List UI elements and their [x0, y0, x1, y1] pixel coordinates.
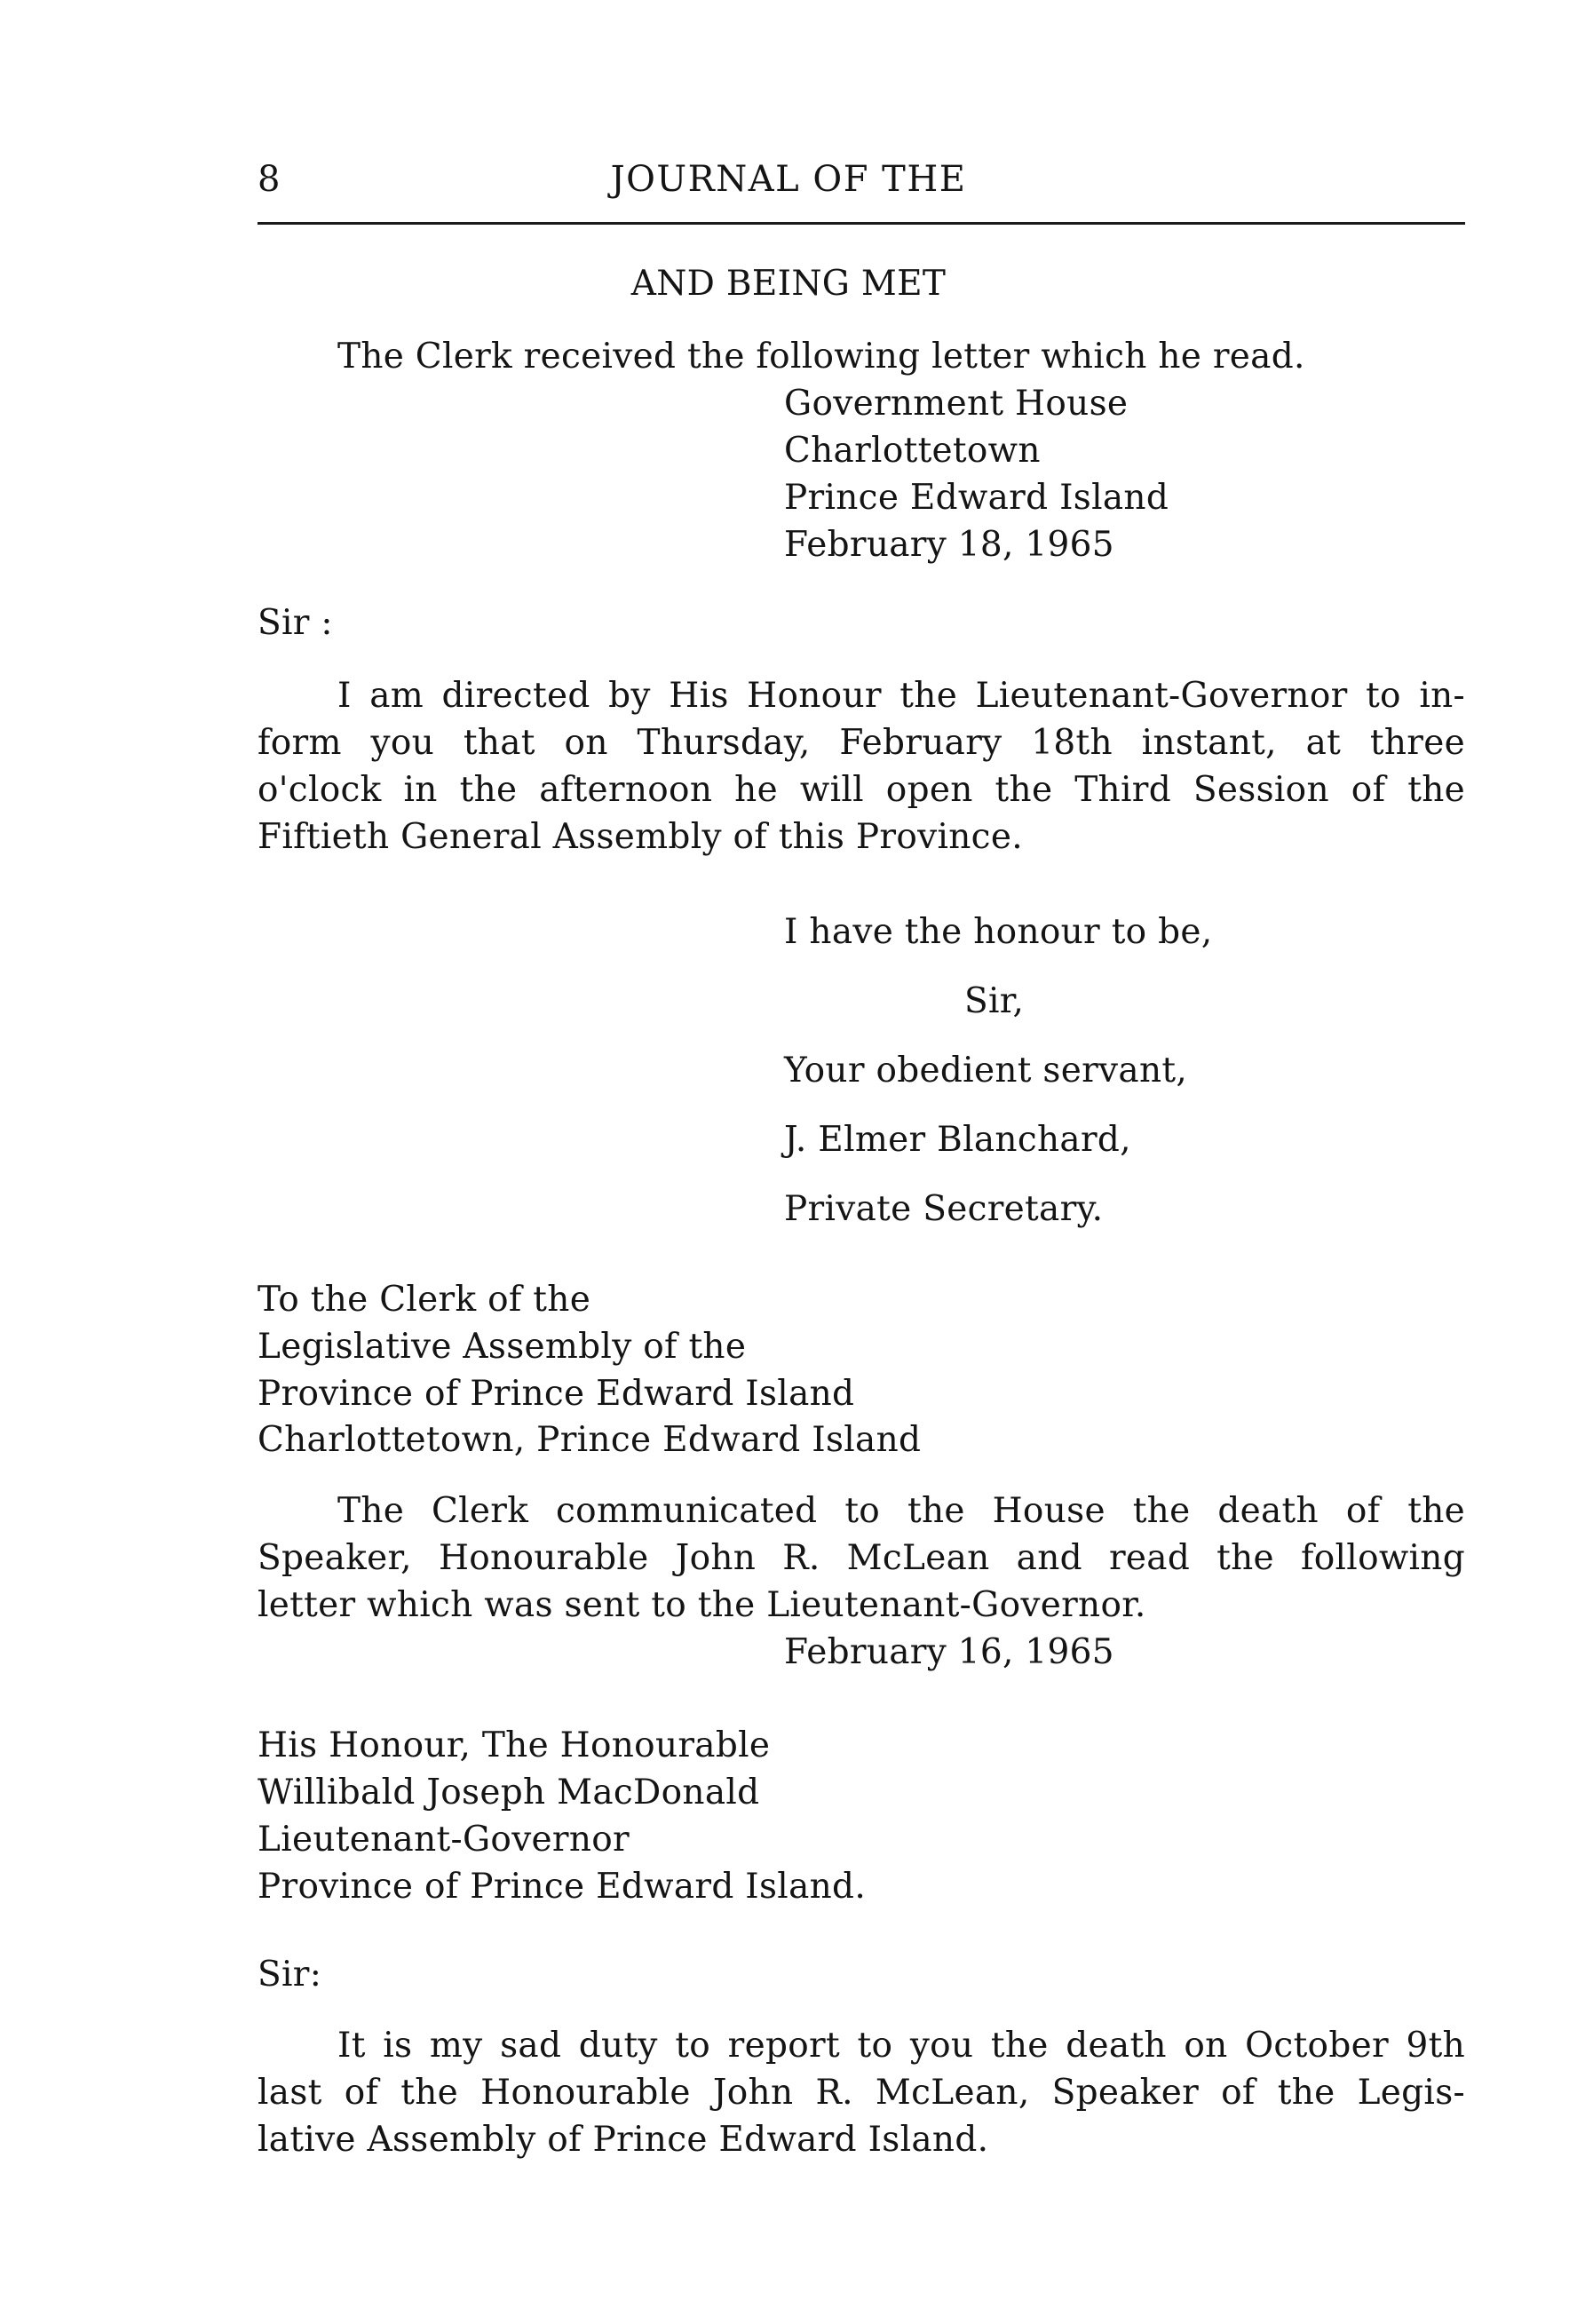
letter2-date: February 16, 1965 — [784, 1632, 1114, 1672]
letter1-recipient-line: To the Clerk of the — [258, 1280, 591, 1320]
letter2-addressee-line: Province of Prince Edward Island. — [258, 1867, 867, 1907]
letter1-recipient-line: Legislative Assembly of the — [258, 1327, 747, 1367]
letter1-address-line: Government House — [784, 384, 1129, 424]
letter1-body-line: o'clock in the afternoon he will open the Third Session of the — [258, 770, 1465, 810]
page-number: 8 — [258, 159, 281, 200]
intro-line: The Clerk received the following letter which he read. — [337, 337, 1305, 377]
letter1-recipient-line: Province of Prince Edward Island — [258, 1374, 855, 1414]
letter1-closing-sir: Sir, — [964, 981, 1025, 1021]
letter1-closing: I have the honour to be, — [784, 912, 1213, 952]
letter1-recipient-line: Charlottetown, Prince Edward Island — [258, 1420, 922, 1460]
letter2-addressee-line: Willibald Joseph MacDonald — [258, 1773, 760, 1812]
letter1-address-line: Charlottetown — [784, 431, 1041, 471]
letter2-body-line: last of the Honourable John R. McLean, Speaker of the Legis- — [258, 2073, 1465, 2113]
letter1-signature-title: Private Secretary. — [784, 1189, 1104, 1229]
letter2-body-line: It is my sad duty to report to you the death on October 9th — [337, 2026, 1465, 2066]
section-heading: AND BEING MET — [630, 264, 947, 304]
letter1-signature-name: J. Elmer Blanchard, — [784, 1120, 1131, 1160]
header-rule — [258, 222, 1465, 225]
letter1-salutation: Sir : — [258, 603, 333, 643]
running-title: JOURNAL OF THE — [610, 159, 967, 200]
letter1-body-line: I am directed by His Honour the Lieutenant-Governor to in- — [337, 676, 1465, 716]
letter2-body-line: lative Assembly of Prince Edward Island. — [258, 2120, 989, 2160]
letter2-addressee-line: Lieutenant-Governor — [258, 1820, 630, 1860]
letter1-body-line: Fiftieth General Assembly of this Province. — [258, 817, 1023, 857]
communication-line: letter which was sent to the Lieutenant-Governor. — [258, 1585, 1146, 1625]
letter2-addressee-line: His Honour, The Honourable — [258, 1725, 771, 1765]
letter1-closing-servant: Your obedient servant, — [784, 1051, 1188, 1091]
letter1-address-line: Prince Edward Island — [784, 478, 1169, 518]
communication-line: The Clerk communicated to the House the death of the — [337, 1491, 1465, 1531]
communication-line: Speaker, Honourable John R. McLean and read the following — [258, 1538, 1465, 1578]
letter1-body-line: form you that on Thursday, February 18th instant, at three — [258, 723, 1465, 763]
letter1-date: February 18, 1965 — [784, 525, 1114, 565]
letter2-salutation: Sir: — [258, 1955, 322, 1995]
